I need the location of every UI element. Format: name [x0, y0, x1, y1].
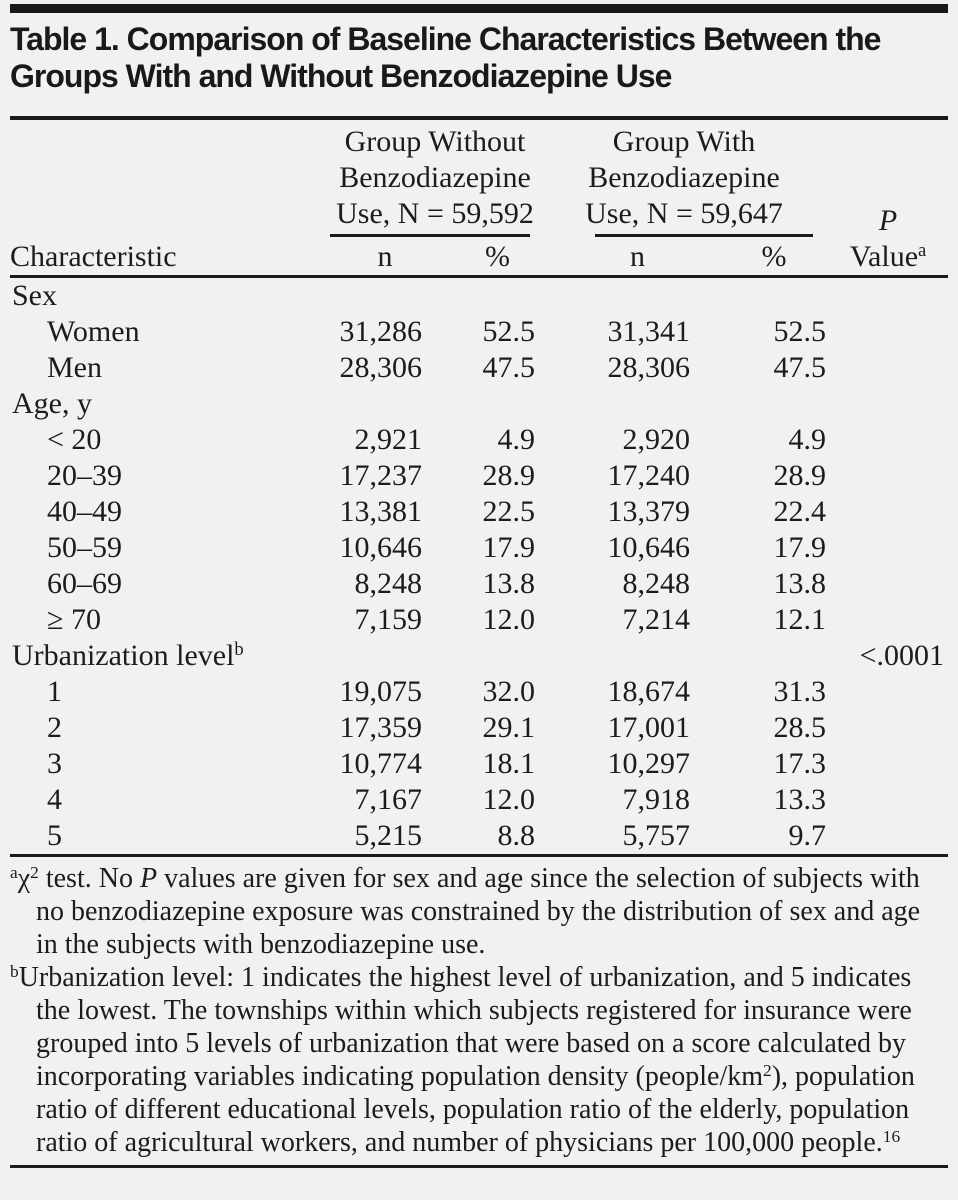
- cell-p-value: [828, 710, 948, 746]
- cell-pct-with: 31.3: [773, 675, 826, 709]
- cell-pct-with: [695, 386, 828, 422]
- table-row: [10, 494, 948, 530]
- table-row: [10, 674, 948, 710]
- table-body: [10, 278, 948, 854]
- cell-pct-with: 13.3: [773, 783, 826, 817]
- row-label: 2: [47, 711, 62, 745]
- cell-pct-without: 28.9: [482, 459, 535, 493]
- cell-p-value: [828, 350, 948, 386]
- group-without-line2: Benzodiazepine: [339, 161, 531, 195]
- cell-p-value: [828, 782, 948, 818]
- cell-pct-without: 13.8: [482, 567, 535, 601]
- column-group-with-benzodiazepine: [540, 124, 828, 237]
- table-row: [10, 818, 948, 854]
- table-row: [10, 710, 948, 746]
- top-bar-rule: [10, 4, 948, 13]
- cell-pct-with: 12.1: [773, 603, 826, 637]
- cell-p-value: [828, 818, 948, 854]
- cell-n-with: 8,248: [622, 567, 690, 601]
- cell-n-without: 8,248: [354, 567, 422, 601]
- cell-pct-with: 17.9: [773, 531, 826, 565]
- cell-n-without: 10,774: [339, 747, 422, 781]
- row-label: Women: [47, 315, 140, 349]
- cell-n-without: 17,359: [339, 711, 422, 745]
- cell-pct-with: 9.7: [788, 819, 826, 853]
- cell-n-with: 5,757: [622, 819, 690, 853]
- table-title-line2: Groups With and Without Benzodiazepine Use: [10, 58, 672, 94]
- cell-pct-with: 4.9: [788, 423, 826, 457]
- cell-n-without: 31,286: [339, 315, 422, 349]
- cell-n-with: 18,674: [607, 675, 690, 709]
- group-with-line1: Group With: [612, 125, 756, 159]
- group-without-line1: Group Without: [344, 125, 526, 159]
- cell-pct-without: 52.5: [482, 315, 535, 349]
- cell-pct-with: 13.8: [773, 567, 826, 601]
- row-label: < 20: [47, 423, 102, 457]
- row-label: Sex: [12, 279, 57, 313]
- row-label: 1: [47, 675, 62, 709]
- cell-n-without: 13,381: [339, 495, 422, 529]
- cell-n-with: [540, 278, 695, 314]
- table-row: [10, 602, 948, 638]
- row-label: 5: [47, 819, 62, 853]
- cell-n-with: 7,918: [622, 783, 690, 817]
- cell-n-with: [540, 638, 695, 674]
- footnote-marker-a: a: [918, 240, 927, 262]
- cell-n-without: 17,237: [339, 459, 422, 493]
- column-header-pct-without: %: [485, 240, 510, 274]
- row-label: 60–69: [47, 567, 122, 601]
- cell-p-value: [828, 746, 948, 782]
- table-section-row: [10, 386, 948, 422]
- p-value-header-value-text: Value: [849, 240, 919, 274]
- cell-n-without: 5,215: [354, 819, 422, 853]
- row-label: 4: [47, 783, 62, 817]
- column-group-without-benzodiazepine: [330, 124, 540, 237]
- cell-pct-without: 17.9: [482, 531, 535, 565]
- table-section-row: [10, 638, 948, 674]
- row-label: 20–39: [47, 459, 122, 493]
- cell-p-value: [828, 386, 948, 422]
- cell-p-value: [828, 602, 948, 638]
- cell-n-with: 2,920: [622, 423, 690, 457]
- cell-pct-without: [430, 278, 540, 314]
- cell-n-without: 10,646: [339, 531, 422, 565]
- cell-pct-without: [430, 386, 540, 422]
- group-with-line3: Use, N = 59,647: [585, 197, 783, 231]
- footnote-a: $^a\chi^2$ test. No P values are given for sex and age since the selection of subjects with no benzodiazepine exposure was constrained by the distribution of sex and age in the subjects with benzodiazepine use.: [10, 862, 921, 961]
- cell-n-without: 28,306: [339, 351, 422, 385]
- cell-pct-with: [695, 278, 828, 314]
- cell-n-with: 17,001: [607, 711, 690, 745]
- cell-n-with: 10,646: [607, 531, 690, 565]
- cell-pct-without: 32.0: [482, 675, 535, 709]
- cell-pct-with: 28.9: [773, 459, 826, 493]
- row-label: Urbanization level$^b$: [12, 639, 244, 673]
- footnotes: [10, 857, 948, 1159]
- cell-pct-without: 4.9: [497, 423, 535, 457]
- table-row: [10, 458, 948, 494]
- cell-pct-without: [430, 638, 540, 674]
- cell-pct-with: 17.3: [773, 747, 826, 781]
- cell-n-without: 7,159: [354, 603, 422, 637]
- cell-n-with: 28,306: [607, 351, 690, 385]
- column-header-n-with: n: [630, 240, 645, 274]
- table-row: [10, 530, 948, 566]
- cell-pct-without: 12.0: [482, 603, 535, 637]
- table-section-row: [10, 278, 948, 314]
- row-label: 3: [47, 747, 62, 781]
- cell-n-without: [330, 638, 430, 674]
- column-header-n-without: n: [377, 240, 393, 274]
- p-value-header-value: [828, 239, 948, 275]
- group-without-line3: Use, N = 59,592: [336, 197, 534, 231]
- cell-p-value: [828, 314, 948, 350]
- footnote-marker-b: b: [234, 639, 244, 661]
- cell-n-with: 13,379: [607, 495, 690, 529]
- cell-n-with: 31,341: [607, 315, 690, 349]
- cell-pct-without: 18.1: [482, 747, 535, 781]
- table-row: [10, 314, 948, 350]
- table-row: [10, 422, 948, 458]
- cell-pct-without: 22.5: [482, 495, 535, 529]
- cell-p-value: [828, 494, 948, 530]
- cell-p-value: [828, 278, 948, 314]
- table-title: [10, 21, 948, 95]
- cell-pct-without: 47.5: [482, 351, 535, 385]
- row-label: Age, y: [12, 387, 92, 421]
- cell-pct-with: 52.5: [773, 315, 826, 349]
- table-header: [10, 120, 948, 275]
- cell-pct-without: 29.1: [482, 711, 535, 745]
- cell-n-with: 10,297: [607, 747, 690, 781]
- row-label: 50–59: [47, 531, 122, 565]
- cell-pct-with: 47.5: [773, 351, 826, 385]
- column-header-pct-with: %: [761, 240, 787, 274]
- cell-p-value: [828, 422, 948, 458]
- cell-p-value: [828, 674, 948, 710]
- cell-pct-with: [695, 638, 828, 674]
- table-row: [10, 350, 948, 386]
- footnote-b: $^b$Urbanization level: 1 indicates the highest level of urbanization, and 5 indicates the lowest. The townships within which subjects registered for insurance were grouped into 5 levels of urbanization that were based on a score calculated by incorporating variables indicating population density $(people/km^2)$, population ratio of different educational levels, population ratio of the elderly, population ratio of agricultural workers, and number of physicians per 100,000 people.$^{16}$: [10, 961, 915, 1159]
- bottom-rule: [10, 1165, 948, 1168]
- cell-pct-with: 28.5: [773, 711, 826, 745]
- group-with-line2: Benzodiazepine: [588, 161, 780, 195]
- cell-n-with: 17,240: [607, 459, 690, 493]
- cell-n-without: 7,167: [354, 783, 422, 817]
- cell-n-without: 2,921: [354, 423, 422, 457]
- table-row: [10, 746, 948, 782]
- p-value-header-p: P: [878, 204, 898, 238]
- row-label: ≥ 70: [47, 603, 101, 637]
- cell-n-with: [540, 386, 695, 422]
- row-label: Men: [47, 351, 102, 385]
- table-row: [10, 782, 948, 818]
- cell-pct-without: 8.8: [497, 819, 535, 853]
- cell-p-value: [828, 458, 948, 494]
- cell-n-without: [330, 278, 430, 314]
- cell-p-value: <.0001: [859, 639, 944, 673]
- cell-n-without: 19,075: [339, 675, 422, 709]
- column-header-p-value: [828, 124, 948, 275]
- cell-p-value: [828, 566, 948, 602]
- cell-pct-without: 12.0: [482, 783, 535, 817]
- table-row: [10, 566, 948, 602]
- cell-n-without: [330, 386, 430, 422]
- column-header-characteristic: Characteristic: [10, 240, 177, 274]
- cell-n-with: 7,214: [622, 603, 690, 637]
- cell-p-value: [828, 530, 948, 566]
- row-label: 40–49: [47, 495, 122, 529]
- cell-pct-with: 22.4: [773, 495, 826, 529]
- table-title-line1: Table 1. Comparison of Baseline Characteristics Between the: [10, 21, 881, 57]
